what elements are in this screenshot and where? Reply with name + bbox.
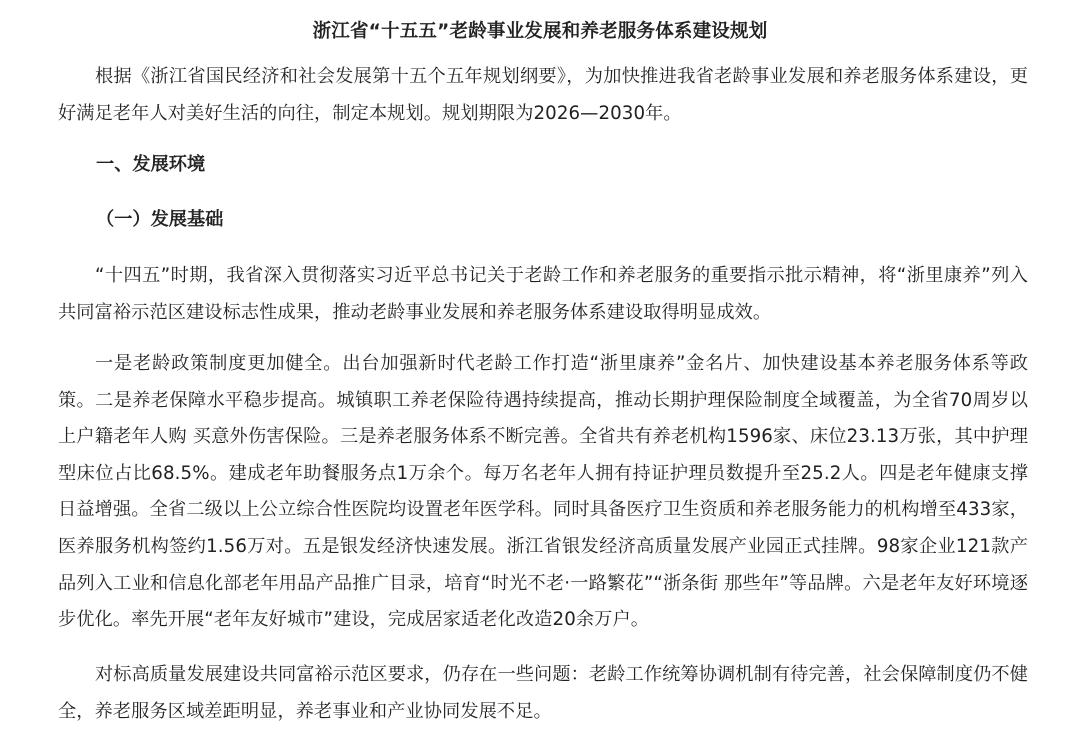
body-paragraph-2: 一是老龄政策制度更加健全。出台加强新时代老龄工作打造“浙里康养”金名片、加快建设基本养老服务体系等政策。二是养老保障水平稳步提高。城镇职工养老保险待遇持续提高，推动长期护理保险制度全域覆盖，为全省70周岁以上户籍老年人购 买意外伤害保险。三是养老服务体系不断完善。全省共有养老机构1596家、床位23.13万张，其中护理型床位占比68.5%。建成老年助餐服务点1万余个。每万名老年人拥有持证护理员数提升至25.2人。四是老年健康支撑日益增强。全省二级以上公立综合性医院均设置老年医学科。同时具备医疗卫生资质和养老服务能力的机构增至433家，医养服务机构签约1.56万对。五是银发经济快速发展。浙江省银发经济高质量发展产业园正式挂牌。98家企业121款产品列入工业和信息化部老年用品产品推广目录，培育“时光不老·一路繁花”“浙条街 那些年”等品牌。六是老年友好环境逐步优化。率先开展“老年友好城市”建设，完成居家适老化改造20余万户。 [58,353,1028,631]
subsection-heading: （一）发展基础 [96,209,224,230]
intro-paragraph: 根据《浙江省国民经济和社会发展第十五个五年规划纲要》，为加快推进我省老龄事业发展和养老服务体系建设，更好满足老年人对美好生活的向往，制定本规划。规划期限为2026—2030年。 [58,66,1028,124]
document-title: 浙江省“十五五”老龄事业发展和养老服务体系建设规划 [312,21,768,43]
body-paragraph-3: 对标高质量发展建设共同富裕示范区要求，仍存在一些问题：老龄工作统筹协调机制有待完善，社会保障制度仍不健全，养老服务区域差距明显，养老事业和产业协同发展不足。 [58,664,1028,722]
body-paragraph-1: “十四五”时期，我省深入贯彻落实习近平总书记关于老龄工作和养老服务的重要指示批示精神，将“浙里康养”列入共同富裕示范区建设标志性成果，推动老龄事业发展和养老服务体系建设取得明显成效。 [58,265,1028,323]
section-heading: 一、发展环境 [96,154,206,175]
